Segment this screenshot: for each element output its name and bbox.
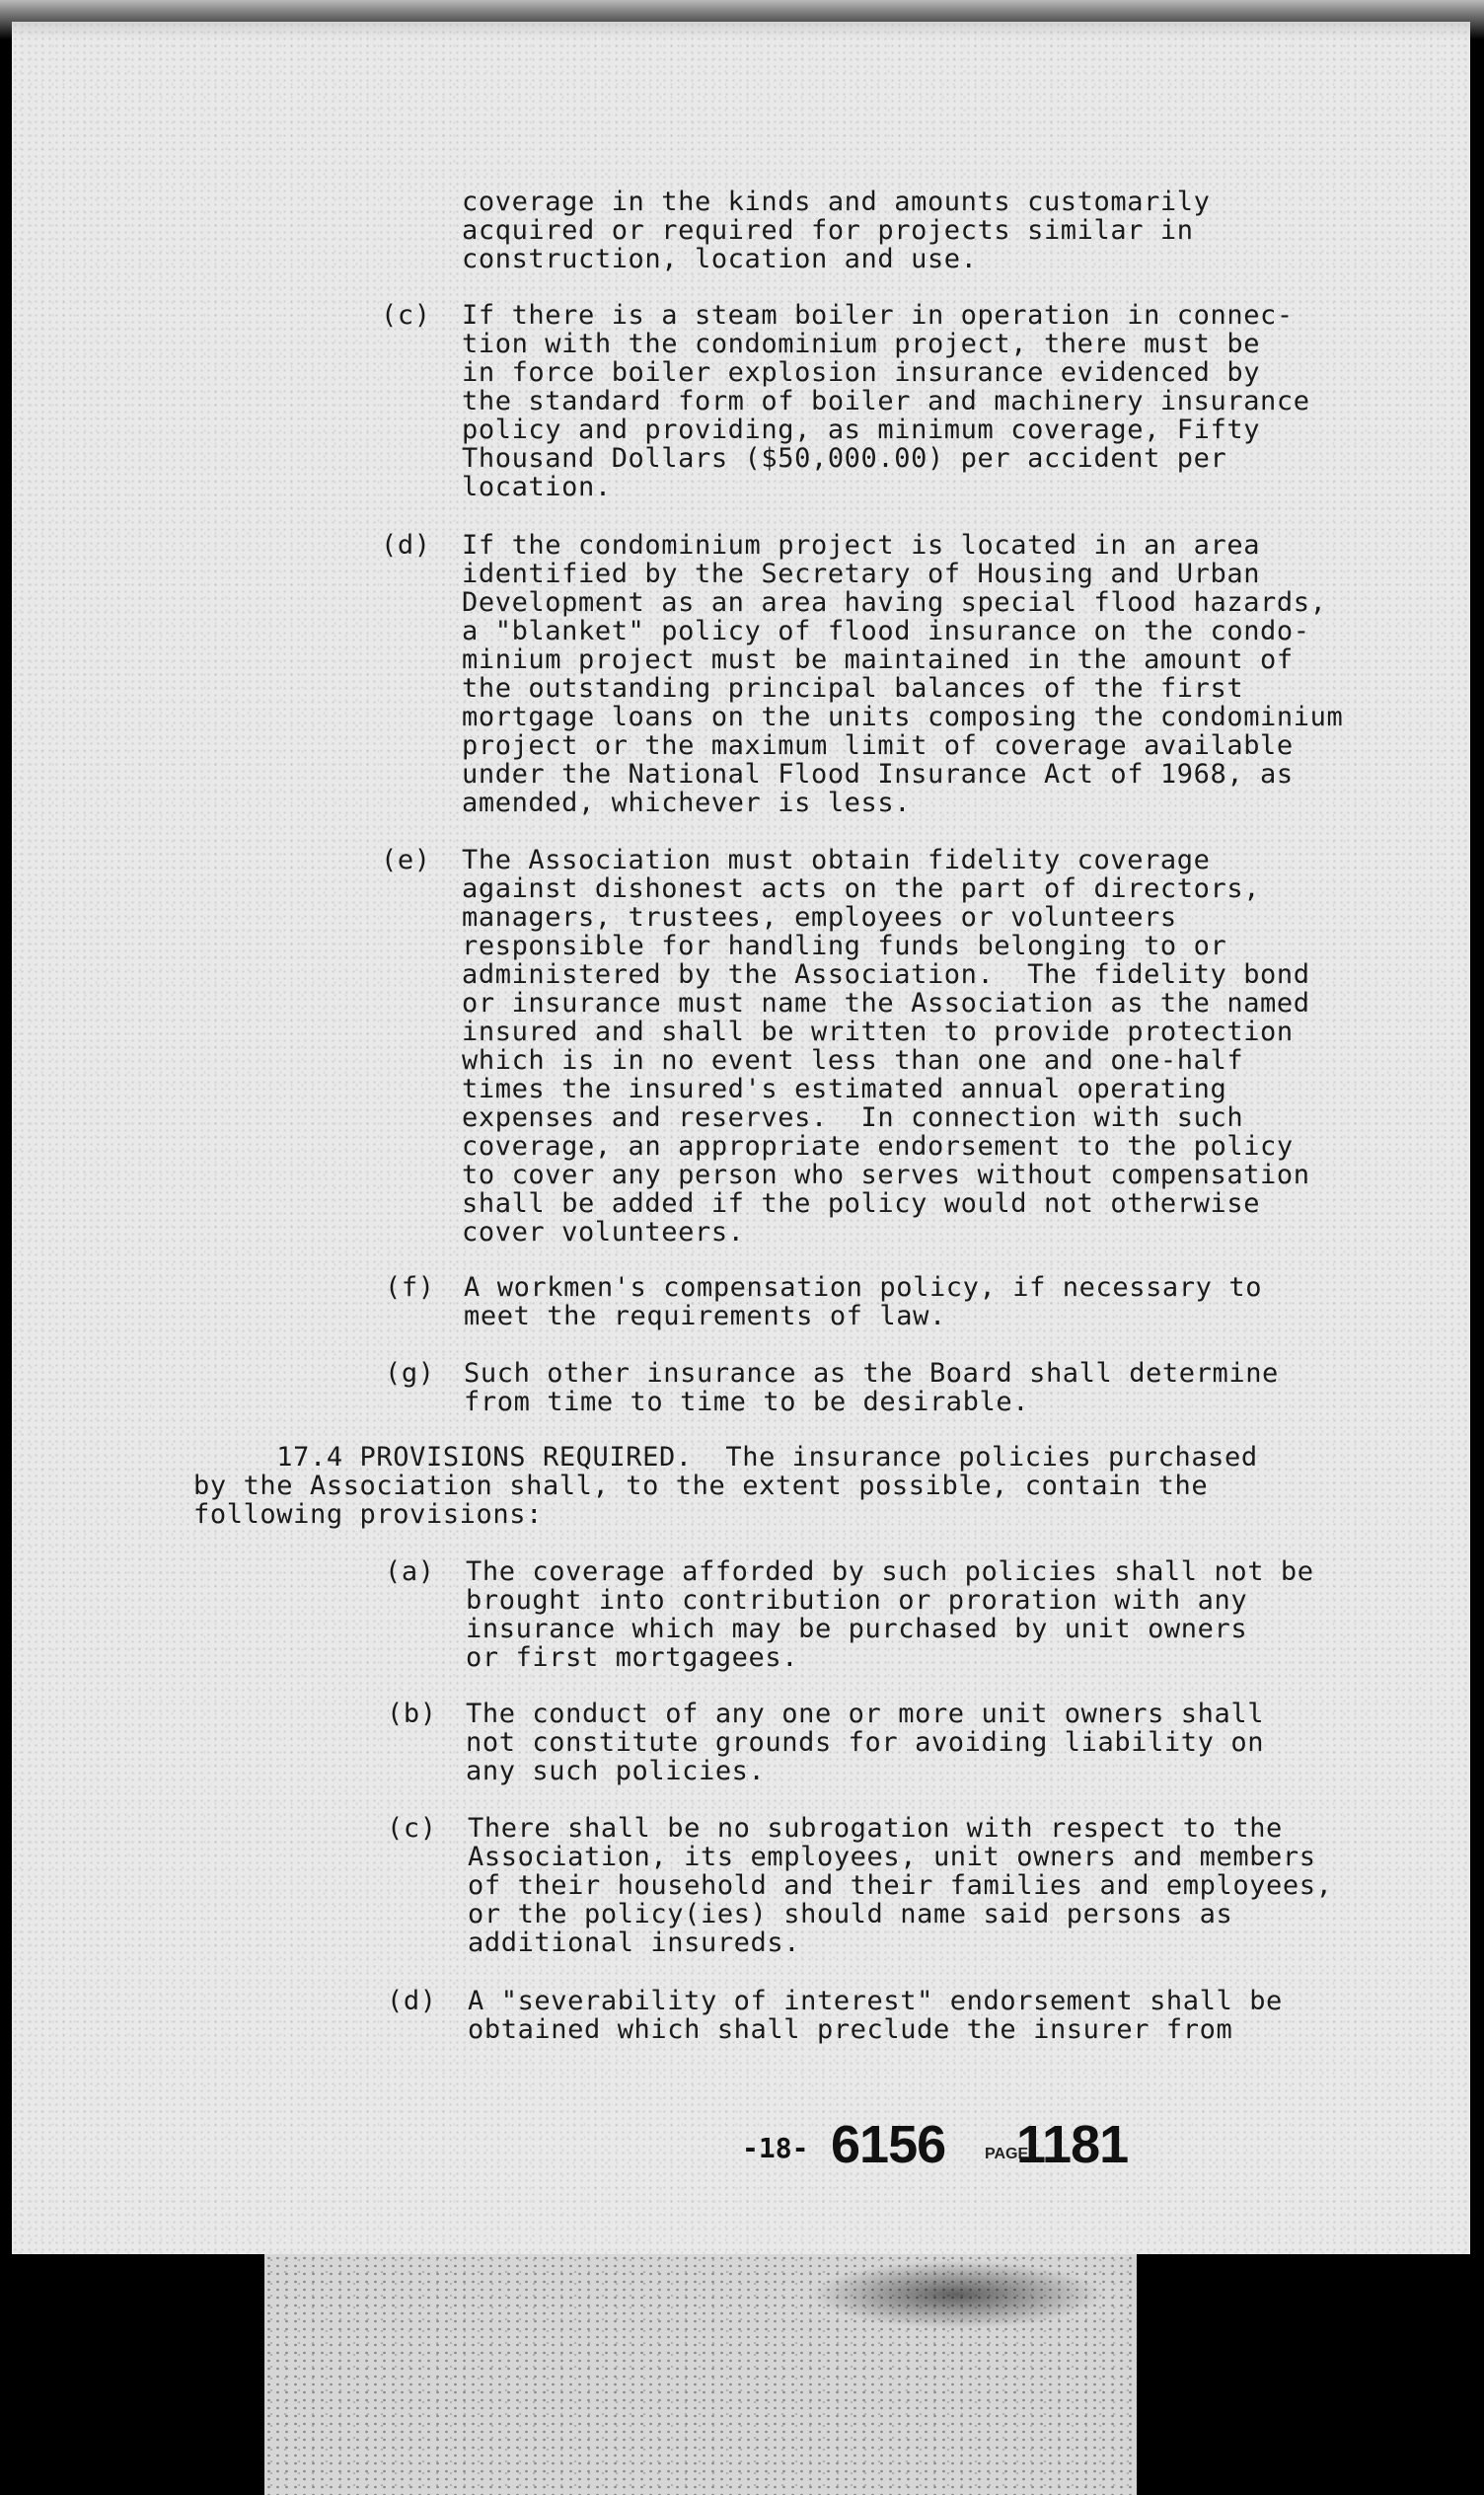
- item-label: (c): [387, 1813, 437, 1844]
- text-line: There shall be no subrogation with respect to the: [468, 1813, 1283, 1844]
- text-line: A workmen's compensation policy, if necessary to: [464, 1272, 1263, 1303]
- text-line: identified by the Secretary of Housing and Urban: [462, 559, 1261, 589]
- item-label: (a): [385, 1556, 435, 1587]
- text-line: to cover any person who serves without compensation: [462, 1160, 1310, 1190]
- item-label: (g): [385, 1358, 435, 1389]
- text-line: against dishonest acts on the part of directors,: [462, 873, 1261, 904]
- text-line: The conduct of any one or more unit owners shall: [466, 1699, 1265, 1729]
- item-d-paragraph: [462, 531, 1343, 817]
- text-line: obtained which shall preclude the insurer from: [468, 2014, 1233, 2045]
- text-line: following provisions:: [193, 1499, 543, 1530]
- item-a-paragraph: [466, 1557, 1314, 1672]
- text-line: additional insureds.: [468, 1928, 801, 1958]
- text-line: cover volunteers.: [462, 1217, 745, 1248]
- text-line: expenses and reserves. In connection with such: [462, 1102, 1244, 1133]
- text-line: Thousand Dollars ($50,000.00) per accident per: [462, 443, 1227, 474]
- text-line: mortgage loans on the units composing the condominium: [462, 702, 1344, 732]
- text-line: shall be added if the policy would not otherwise: [462, 1188, 1261, 1219]
- text-line: administered by the Association. The fidelity bond: [462, 959, 1310, 990]
- text-line: meet the requirements of law.: [464, 1301, 946, 1331]
- text-line: coverage in the kinds and amounts customarily: [462, 187, 1211, 217]
- text-line: or first mortgagees.: [466, 1642, 799, 1673]
- text-line: amended, whichever is less.: [462, 788, 912, 818]
- item-label: (b): [387, 1699, 437, 1729]
- item-label: (c): [381, 300, 431, 331]
- text-line: the outstanding principal balances of the first: [462, 673, 1244, 704]
- item-e-paragraph: [462, 846, 1310, 1247]
- text-line: If there is a steam boiler in operation in connec-: [462, 300, 1294, 331]
- book-number: 6156: [831, 2115, 946, 2174]
- text-line: by the Association shall, to the extent possible, contain the: [193, 1471, 1209, 1501]
- text-line: project or the maximum limit of coverage available: [462, 730, 1294, 761]
- text-line: the standard form of boiler and machinery insurance: [462, 386, 1310, 416]
- text-line: Such other insurance as the Board shall determine: [464, 1358, 1279, 1389]
- text-line: or the policy(ies) should name said persons as: [468, 1899, 1233, 1929]
- text-line: which is in no event less than one and one-half: [462, 1045, 1244, 1076]
- item-label: (f): [385, 1272, 435, 1303]
- text-line: coverage, an appropriate endorsement to the policy: [462, 1131, 1294, 1162]
- item-b-paragraph: [466, 1700, 1264, 1785]
- scan-smudge: [809, 2260, 1105, 2329]
- section-heading-line: 17.4 PROVISIONS REQUIRED. The insurance policies purchased: [193, 1442, 1258, 1473]
- book-page-separator: PAGE: [985, 2146, 1029, 2162]
- text-line: Development as an area having special flood hazards,: [462, 587, 1327, 618]
- text-line: not constitute grounds for avoiding liability on: [466, 1727, 1265, 1758]
- paper-top-edge: [0, 0, 1484, 39]
- item-d2-paragraph: [468, 1987, 1283, 2044]
- text-line: a "blanket" policy of flood insurance on the condo-: [462, 616, 1310, 646]
- item-label: (d): [381, 530, 431, 561]
- page-number: -18-: [742, 2132, 809, 2164]
- section-17-4-paragraph: [193, 1443, 1258, 1529]
- item-g-paragraph: [464, 1359, 1279, 1416]
- text-line: managers, trustees, employees or volunteers: [462, 902, 1177, 933]
- text-line: location.: [462, 472, 612, 502]
- text-line: tion with the condominium project, there must be: [462, 329, 1261, 359]
- text-line: or insurance must name the Association as the named: [462, 988, 1310, 1019]
- intro-paragraph: [462, 188, 1211, 273]
- text-line: any such policies.: [466, 1756, 766, 1786]
- text-line: minium project must be maintained in the amount of: [462, 644, 1294, 675]
- text-line: brought into contribution or proration with any: [466, 1585, 1248, 1616]
- text-line: The Association must obtain fidelity coverage: [462, 845, 1211, 875]
- text-line: insurance which may be purchased by unit owners: [466, 1614, 1248, 1644]
- text-line: construction, location and use.: [462, 244, 978, 274]
- text-line: under the National Flood Insurance Act of 1968, as: [462, 759, 1294, 790]
- text-line: in force boiler explosion insurance evidenced by: [462, 357, 1261, 388]
- recording-page-number: 1181: [1016, 2115, 1129, 2174]
- text-line: The coverage afforded by such policies shall not be: [466, 1556, 1314, 1587]
- text-line: insured and shall be written to provide protection: [462, 1017, 1294, 1047]
- text-line: from time to time to be desirable.: [464, 1387, 1030, 1417]
- text-line: acquired or required for projects similar in: [462, 215, 1194, 246]
- item-f-paragraph: [464, 1273, 1262, 1330]
- text-line: A "severability of interest" endorsement shall be: [468, 1986, 1283, 2016]
- text-line: of their household and their families and employees,: [468, 1870, 1333, 1901]
- text-line: times the insured's estimated annual operating: [462, 1074, 1227, 1104]
- item-label: (d): [387, 1986, 437, 2016]
- item-label: (e): [381, 845, 431, 875]
- text-line: If the condominium project is located in an area: [462, 530, 1261, 561]
- text-line: responsible for handling funds belonging to or: [462, 931, 1227, 961]
- text-line: policy and providing, as minimum coverage, Fifty: [462, 415, 1261, 445]
- item-c2-paragraph: [468, 1814, 1332, 1957]
- item-c-paragraph: [462, 301, 1310, 501]
- text-line: Association, its employees, unit owners and members: [468, 1842, 1316, 1872]
